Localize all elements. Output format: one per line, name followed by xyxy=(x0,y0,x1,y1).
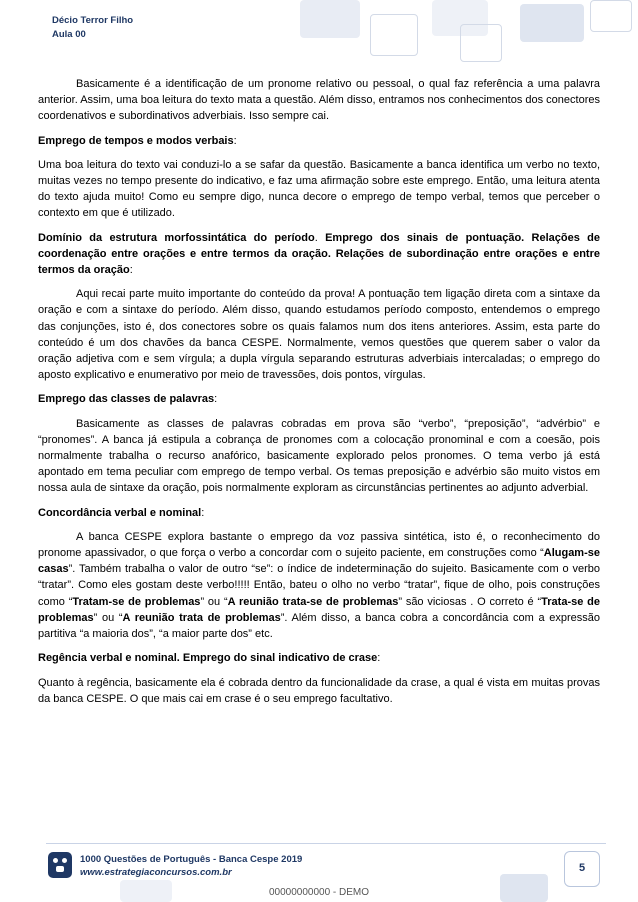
page-header xyxy=(52,14,133,42)
text-run: ” ou “ xyxy=(200,595,228,608)
section-heading: Domínio da estrutura morfossintática do período. Emprego dos sinais de pontuação. Relações de coordenação entre orações e entre termos da oração. Relações de subordinação entre orações e entre termos da oração: xyxy=(38,231,600,277)
text-run: ”. Também trabalha o valor de outro “se”: o índice de indeterminação do sujeito. Basicamente com o verbo “tratar”. Como eles gostam deste verbo!!!!! Então, bateu o olho no verbo “tratar”, fique de olho, pois construções como “ xyxy=(38,563,600,608)
course-title: 1000 Questões de Português - Banca Cespe 2019 xyxy=(80,854,303,865)
paragraph: Basicamente as classes de palavras cobradas em prova são “verbo”, “preposição”, “advérbio” e “pronomes”. A banca já estipula a cobrança de pronomes com a colocação pronominal e com a coesão, pois normalmente trabalha o recurso anafórico, basicamente explorado pelos pronomes. O tema verbo já está apontado em tema peculiar com emprego de tempo verbal. Os temas preposição e advérbio são muito vistos em nossa aula de sintaxe da oração, pois normalmente exploram as circunstâncias pertinentes ao adjunto adverbial. xyxy=(38,417,600,495)
example-text: Alugam-se casas xyxy=(38,547,600,576)
text-run: ” são viciosas . O correto é “ xyxy=(398,595,542,608)
section-heading: Emprego de tempos e modos verbais: xyxy=(38,134,237,147)
demo-watermark: 00000000000 - DEMO xyxy=(268,887,370,898)
section-heading: Regência verbal e nominal. Emprego do sinal indicativo de crase: xyxy=(38,652,381,665)
heading-text: Emprego dos sinais de pontuação. Relações de coordenação entre orações e entre termos da oração. Relações de subordinação entre orações e entre termos da oração xyxy=(38,231,600,277)
paragraph: Aqui recai parte muito importante do conteúdo da prova! A pontuação tem ligação direta com a sintaxe da oração e com a sintaxe do período. Além disso, quando estudamos período composto, entendemos o emprego das conjunções, isto é, dos conectores sobre os quais falamos num dos itens anteriores. Assim, esta parte do conteúdo é um dos chavões da banca CESPE. Normalmente, vemos questões que querem saber o valor da oração adjetiva com e sem vírgula; a dupla vírgula separando estruturas adverbiais intercaladas; o emprego do aposto explicativo e enumerativo por meio de travessões, dois pontos, vírgulas. xyxy=(38,288,600,382)
heading-text: Domínio da estrutura morfossintática do período xyxy=(38,231,315,244)
header-decoration xyxy=(590,0,632,32)
page-number: 5 xyxy=(578,862,586,874)
owl-logo-icon xyxy=(48,852,72,878)
lesson-label: Aula 00 xyxy=(52,29,86,40)
header-decoration xyxy=(300,0,360,38)
website-link[interactable]: www.estrategiaconcursos.com.br xyxy=(80,867,232,878)
heading-text: Concordância verbal e nominal xyxy=(38,506,202,519)
document-body xyxy=(38,76,600,715)
section-heading: Emprego das classes de palavras: xyxy=(38,393,218,406)
example-text: Tratam-se de problemas xyxy=(72,595,201,608)
text-run: ”. Além disso, a banca cobra a concordância com a expressão partitiva “a maioria dos”, “a maior parte dos” etc. xyxy=(38,611,600,641)
heading-text: Regência verbal e nominal. Emprego do sinal indicativo de crase xyxy=(38,652,378,665)
heading-text: Emprego de tempos e modos verbais xyxy=(38,134,234,147)
text-run: ” ou “ xyxy=(93,611,123,624)
header-decoration xyxy=(520,4,584,42)
footer-info xyxy=(80,853,302,879)
footer-divider xyxy=(46,843,606,844)
paragraph: Quanto à regência, basicamente ela é cobrada dentro da funcionalidade da crase, a qual é vista em muitas provas da banca CESPE. O que mais cai em crase é o seu emprego facultativo. xyxy=(38,676,600,705)
heading-text: Emprego das classes de palavras xyxy=(38,393,215,406)
text-run: A banca CESPE explora bastante o emprego da voz passiva sintética, isto é, o reconhecimento do pronome apassivador, o que força o verbo a concordar com o sujeito paciente, em construções como “ xyxy=(38,530,600,560)
example-text: A reunião trata-se de problemas xyxy=(227,595,399,608)
paragraph: Uma boa leitura do texto vai conduzi-lo a se safar da questão. Basicamente a banca identifica um verbo no texto, muitas vezes no tempo presente do indicativo, e faz uma afirmação sobre este emprego. Então, uma leitura atenta do texto ajuda muito! Como eu sempre digo, nunca decore o emprego de tempo verbal, temos que perceber o contexto em que é utilizado. xyxy=(38,158,600,220)
header-decoration xyxy=(460,24,502,62)
example-text: Trata-se de problemas xyxy=(38,595,600,624)
header-decoration xyxy=(370,14,418,56)
paragraph: Basicamente é a identificação de um pronome relativo ou pessoal, o qual faz referência a uma palavra anterior. Assim, uma boa leitura do texto mata a questão. Além disso, entramos nos conhecimentos dos conectores coordenativos e subordinativos adverbiais. Isso sempre cai. xyxy=(38,78,600,123)
author-name: Décio Terror Filho xyxy=(52,15,134,26)
paragraph xyxy=(38,529,600,642)
example-text: A reunião trata de problemas xyxy=(122,611,281,624)
section-heading: Concordância verbal e nominal: xyxy=(38,506,205,519)
